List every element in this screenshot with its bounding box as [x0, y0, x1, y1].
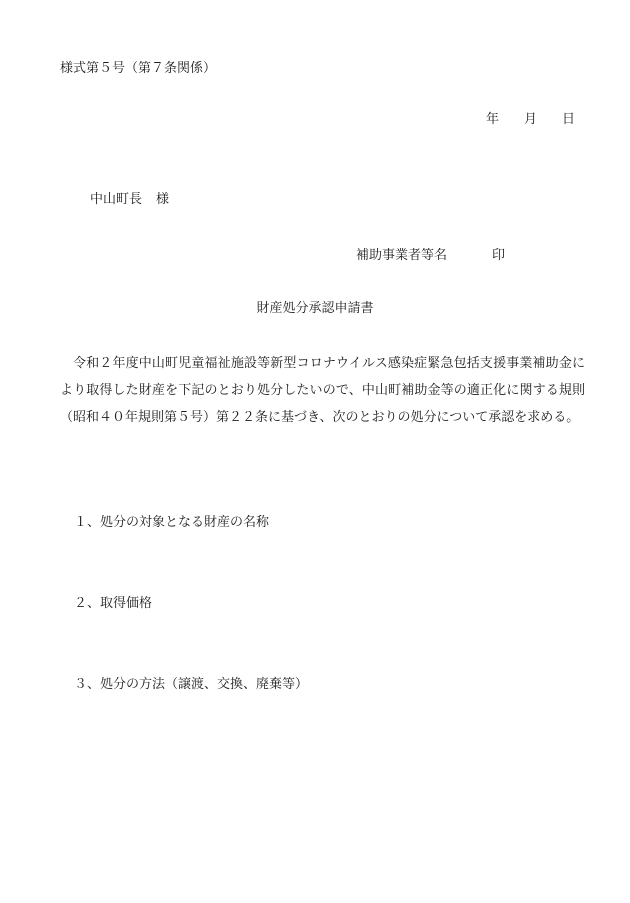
list-item: ２、取得価格	[74, 596, 153, 611]
addressee	[90, 192, 169, 208]
addressee-name: 中山町長	[90, 192, 143, 207]
addressee-honorific: 様	[156, 192, 170, 207]
body-paragraph: 令和２年度中山町児童福祉施設等新型コロナウイルス感染症緊急包括支援事業補助金により取得した財産を下記のとおり処分したいので、中山町補助金等の適正化に関する規則（昭和４０年規則第５号）第２２条に基づき、次のとおりの処分について承認を求める。	[60, 356, 585, 425]
applicant-label: 補助事業者等名	[356, 248, 448, 263]
date-day-label: 日	[562, 112, 576, 127]
date-year-label: 年	[486, 112, 500, 127]
seal-mark: 印	[492, 248, 506, 263]
date-month-label: 月	[524, 112, 538, 127]
form-number: 様式第５号（第７条関係）	[60, 61, 217, 76]
list-item: １、処分の対象となる財産の名称	[74, 515, 270, 530]
applicant-line	[356, 248, 505, 264]
date-line	[486, 112, 575, 128]
document-title: 財産処分承認申請書	[256, 301, 374, 316]
list-item: ３、処分の方法（譲渡、交換、廃棄等）	[74, 677, 309, 692]
